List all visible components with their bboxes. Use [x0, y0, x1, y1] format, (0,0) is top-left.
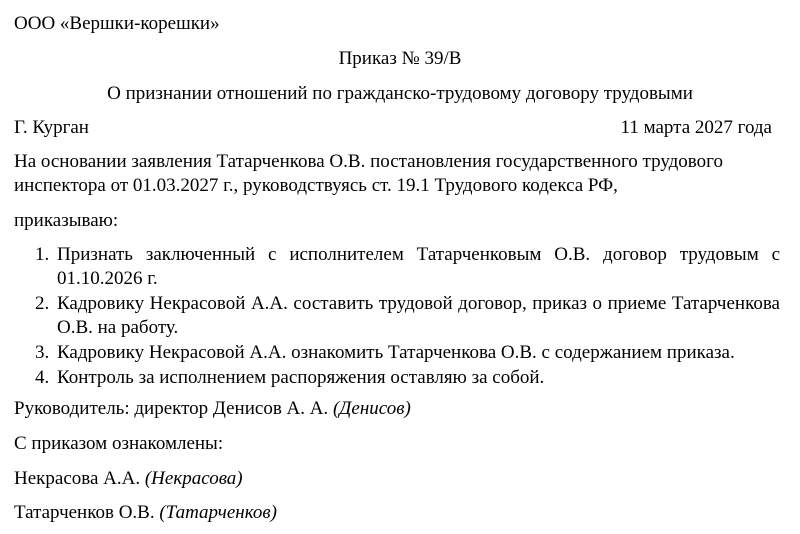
order-title: Приказ № 39/В	[338, 48, 462, 69]
list-item-text: Контроль за исполнением распоряжения оставляю за собой.	[57, 367, 545, 388]
basis-line-2: инспектора от 01.03.2027 г., руководствуясь ст. 19.1 Трудового кодекса РФ,	[14, 175, 618, 196]
signatory-name: Некрасова А.А.	[14, 468, 141, 489]
signatory-signature: (Некрасова)	[144, 468, 243, 489]
order-word: приказываю:	[14, 210, 119, 231]
order-subject: О признании отношений по гражданско-трудовому договору трудовыми	[107, 83, 693, 104]
list-item-text: Признать заключенный с исполнителем Татарченковым О.В. договор трудовым с 01.10.2026 г.	[57, 244, 780, 289]
acquainted-label: С приказом ознакомлены:	[14, 433, 224, 454]
signatory-signature: (Татарченков)	[159, 502, 277, 523]
list-item-text: Кадровику Некрасовой А.А. ознакомить Татарченкова О.В. с содержанием приказа.	[57, 342, 735, 363]
list-item-number: 3.	[35, 342, 50, 363]
list-item	[35, 341, 780, 365]
list-item	[35, 292, 780, 340]
list-item	[35, 366, 780, 390]
list-item	[35, 243, 780, 291]
company-name: ООО «Вершки-корешки»	[14, 13, 220, 34]
basis-line-1: На основании заявления Татарченкова О.В. постановления государственного трудового	[14, 151, 723, 172]
signatory-name: Татарченков О.В.	[14, 502, 155, 523]
order-date: 11 марта 2027 года	[620, 117, 772, 138]
list-item-number: 4.	[35, 367, 50, 388]
list-item-text: Кадровику Некрасовой А.А. составить трудовой договор, приказ о приеме Татарченкова О.В. на работу.	[57, 293, 780, 338]
head-signature-line	[14, 398, 411, 420]
list-item-number: 1.	[35, 244, 50, 265]
head-label: Руководитель: директор Денисов А. А.	[14, 398, 329, 419]
head-signature: (Денисов)	[332, 398, 411, 419]
city: Г. Курган	[14, 117, 89, 138]
signatory-line-2	[14, 502, 277, 524]
order-items-list	[35, 243, 780, 391]
list-item-number: 2.	[35, 293, 50, 314]
signatory-line-1	[14, 468, 243, 490]
